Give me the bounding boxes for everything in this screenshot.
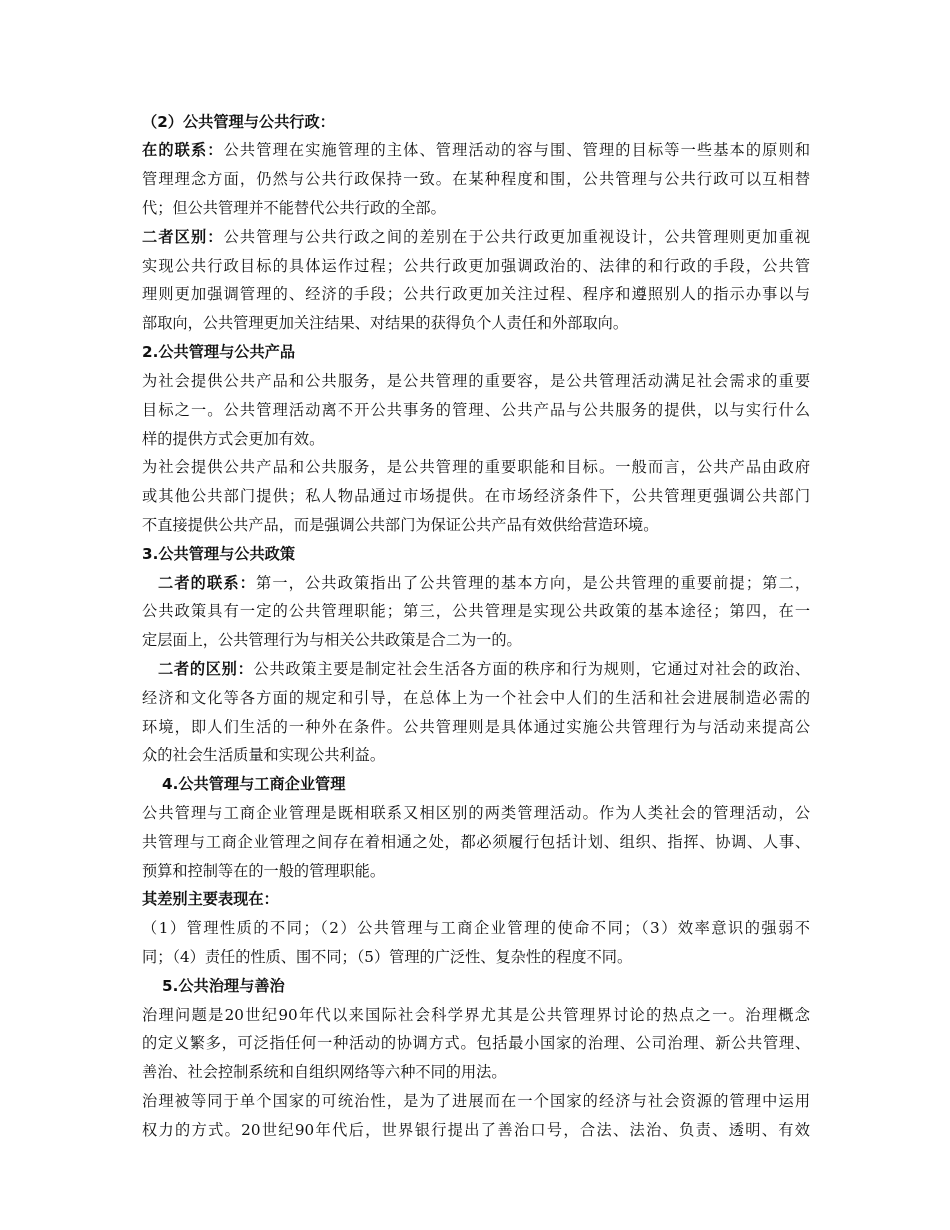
paragraph-line (142, 1117, 810, 1143)
line-text: 同；（4）责任的性质、围不同；（5）管理的广泛性、复杂性的程度不同。 (142, 948, 633, 966)
section-heading (142, 541, 810, 567)
paragraph-line (142, 714, 810, 740)
line-text: 权力的方式。20世纪90年代后，世界银行提出了善治口号，合法、法治、负责、透明、有效 (142, 1121, 810, 1139)
line-text: 预算和控制等在的一般的管理职能。 (142, 862, 385, 880)
paragraph-line (142, 253, 810, 279)
heading-text: （2）公共管理与公共行政： (142, 113, 335, 131)
paragraph-line (142, 829, 810, 855)
line-text: 管理理念方面，仍然与公共行政保持一致。在某种程度和围，公共管理与公共行政可以互相替 (142, 170, 810, 188)
term-label: 在的联系： (142, 141, 224, 159)
paragraph-line (142, 742, 810, 768)
paragraph-line (158, 656, 810, 682)
section-heading (162, 973, 810, 999)
paragraph-line (142, 512, 810, 538)
paragraph-line (142, 800, 810, 826)
line-text: 治理被等同于单个国家的可统治性，是为了进展而在一个国家的经济与社会资源的管理中运用 (142, 1092, 810, 1110)
section-heading (142, 339, 810, 365)
line-text: 代；但公共管理并不能替代公共行政的全部。 (142, 199, 446, 217)
line-text: 经济和文化等各方面的规定和引导，在总体上为一个社会中人们的生活和社会进展制造必需的 (142, 689, 810, 707)
line-text: 不直接提供公共产品，而是强调公共部门为保证公共产品有效供给营造环境。 (142, 516, 659, 534)
paragraph-line (142, 1002, 810, 1028)
line-text: 善治、社会控制系统和自组织网络等六种不同的用法。 (142, 1063, 507, 1081)
paragraph-line (142, 858, 810, 884)
paragraph-line (142, 195, 810, 221)
line-text: 公共管理在实施管理的主体、管理活动的容与围、管理的目标等一些基本的原则和 (223, 141, 811, 159)
line-text: 定层面上，公共管理行为与相关公共政策是合二为一的。 (142, 631, 522, 649)
line-text: 治理问题是20世纪90年代以来国际社会科学界尤其是公共管理界讨论的热点之一。治理概念 (142, 1006, 810, 1024)
paragraph-line (142, 426, 810, 452)
heading-text: 其差别主要表现在： (142, 890, 279, 908)
term-label: 二者的联系： (158, 574, 256, 592)
line-text: 理则更加强调管理的、经济的手段；公共行政更加关注过程、程序和遵照别人的指示办事以与 (142, 285, 810, 303)
paragraph-line (142, 685, 810, 711)
paragraph-line (142, 368, 810, 394)
line-text: 或其他公共部门提供；私人物品通过市场提供。在市场经济条件下，公共管理更强调公共部门 (142, 487, 810, 505)
line-text: 公共政策主要是制定社会生活各方面的秩序和行为规则，它通过对社会的政治、 (253, 660, 811, 678)
paragraph-line (142, 944, 810, 970)
heading-text: 3.公共管理与公共政策 (142, 545, 296, 563)
paragraph-line (142, 397, 810, 423)
line-text: 公共管理与工商企业管理是既相联系又相区别的两类管理活动。作为人类社会的管理活动，公 (142, 804, 810, 822)
line-text: 第一，公共政策指出了公共管理的基本方向，是公共管理的重要前提；第二， (255, 574, 811, 592)
line-text: 目标之一。公共管理活动离不开公共事务的管理、公共产品与公共服务的提供，以与实行什么 (142, 401, 810, 419)
paragraph-line (142, 166, 810, 192)
paragraph-line (142, 1030, 810, 1056)
line-text: 环境，即人们生活的一种外在条件。公共管理则是具体通过实施公共管理行为与活动来提高公 (142, 718, 810, 736)
term-label: 二者的区别： (158, 660, 254, 678)
paragraph-line (142, 137, 810, 163)
paragraph-line (142, 1088, 810, 1114)
paragraph-line (142, 454, 810, 480)
paragraph-line (142, 915, 810, 941)
paragraph-line (142, 598, 810, 624)
line-text: 部取向，公共管理更加关注结果、对结果的获得负个人责任和外部取向。 (142, 314, 628, 332)
line-text: 共管理与工商企业管理之间存在着相通之处，都必须履行包括计划、组织、指挥、协调、人事、 (142, 833, 810, 851)
section-heading (142, 109, 810, 135)
term-label: 二者区别： (142, 228, 224, 246)
section-heading (162, 771, 810, 797)
line-text: 为社会提供公共产品和公共服务，是公共管理的重要职能和目标。一般而言，公共产品由政府 (142, 458, 810, 476)
line-text: 为社会提供公共产品和公共服务，是公共管理的重要容，是公共管理活动满足社会需求的重要 (142, 372, 810, 390)
paragraph-line (142, 224, 810, 250)
line-text: 众的社会生活质量和实现公共利益。 (142, 746, 385, 764)
paragraph-line (142, 483, 810, 509)
paragraph-line (142, 310, 810, 336)
line-text: 公共政策具有一定的公共管理职能；第三，公共管理是实现公共政策的基本途径；第四，在一 (142, 602, 810, 620)
heading-text: 4.公共管理与工商企业管理 (162, 775, 346, 793)
line-text: （1）管理性质的不同；（2）公共管理与工商企业管理的使命不同；（3）效率意识的强弱不 (142, 919, 810, 937)
line-text: 公共管理与公共行政之间的差别在于公共行政更加重视设计，公共管理则更加重视 (223, 228, 811, 246)
line-text: 实现公共行政目标的具体运作过程；公共行政更加强调政治的、法律的和行政的手段，公共管 (142, 257, 810, 275)
section-heading (142, 886, 810, 912)
paragraph-line (142, 627, 810, 653)
paragraph-line (158, 570, 810, 596)
line-text: 的定义繁多，可泛指任何一种活动的协调方式。包括最小国家的治理、公司治理、新公共管理、 (142, 1034, 810, 1052)
paragraph-line (142, 281, 810, 307)
line-text: 样的提供方式会更加有效。 (142, 430, 325, 448)
heading-text: 5.公共治理与善治 (162, 977, 285, 995)
heading-text: 2.公共管理与公共产品 (142, 343, 296, 361)
paragraph-line (142, 1059, 810, 1085)
